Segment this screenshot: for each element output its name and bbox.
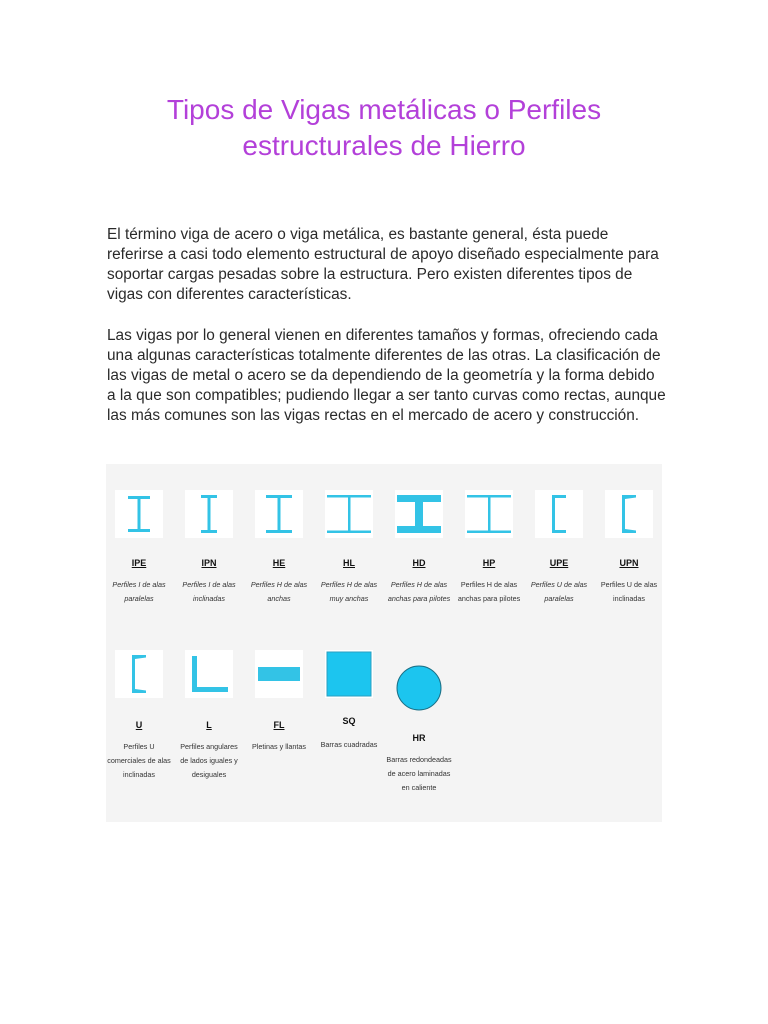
profile-description: Perfiles I de alas paralelas — [112, 580, 166, 603]
h-beam-heavy-icon — [395, 490, 443, 538]
i-beam-thin-icon — [185, 490, 233, 538]
flat-bar-icon — [255, 650, 303, 698]
profile-code: HP — [482, 558, 496, 568]
page-title — [0, 92, 768, 164]
profile-description: Perfiles U comerciales de alas inclinadas — [107, 742, 171, 779]
classification-paragraph: Las vigas por lo general vienen en diferentes tamaños y formas, ofreciendo cada una algunas características totalmente diferentes de las otras. La clasificación de las vigas de metal o acero se da dependiendo de la geometría y la forma debido a la que son compatibles; pudiendo llegar a ser tanto curvas como rectas, aunque las más comunes son las vigas rectas en el mercado de acero y construcción. — [107, 327, 666, 424]
profile-code: SQ — [342, 716, 356, 726]
profile-code: FL — [273, 720, 285, 730]
profile-code: UPN — [619, 558, 639, 568]
profile-description: Perfiles U de alas paralelas — [530, 580, 588, 603]
profile-description: Perfiles H de alas anchas para pilotes — [387, 580, 451, 603]
square-bar-icon — [325, 650, 373, 698]
profile-code: U — [135, 720, 143, 730]
profile-description: Perfiles U de alas inclinadas — [600, 580, 658, 603]
intro-paragraph: El término viga de acero o viga metálica, es bastante general, ésta puede referirse a casi todo elemento estructural de apoyo diseñado especialmente para soportar cargas pesadas sobre la estructura. Pero existen diferentes tipos de vigas con diferentes características. — [107, 226, 659, 303]
profile-description: Perfiles angulares de lados iguales y desiguales — [180, 742, 238, 779]
h-beam-pile-icon — [465, 490, 513, 538]
profile-description: Pletinas y llantas — [252, 742, 306, 751]
title-line-2: estructurales de Hierro — [242, 130, 526, 161]
h-beam-icon — [255, 490, 303, 538]
profile-description: Barras redondeadas de acero laminadas en caliente — [386, 755, 452, 792]
profile-code: UPE — [549, 558, 569, 568]
profile-code: IPN — [201, 558, 217, 568]
profile-code: HD — [412, 558, 426, 568]
profile-code: IPE — [131, 558, 147, 568]
u-channel-commercial-icon — [115, 650, 163, 698]
title-line-1: Tipos de Vigas metálicas o Perfiles — [166, 94, 602, 125]
u-channel-tapered-icon — [605, 490, 653, 538]
profile-description: Perfiles H de alas anchas para pilotes — [457, 580, 521, 603]
profile-description: Perfiles I de alas inclinadas — [182, 580, 236, 603]
profiles-figure — [106, 464, 662, 822]
i-beam-icon — [115, 490, 163, 538]
profile-code: HE — [272, 558, 286, 568]
profile-description: Perfiles H de alas muy anchas — [320, 580, 378, 603]
u-channel-icon — [535, 490, 583, 538]
profile-code: HL — [343, 558, 355, 568]
profile-code: HR — [412, 733, 426, 743]
profile-description: Barras cuadradas — [320, 740, 378, 749]
profile-description: Perfiles H de alas anchas — [250, 580, 308, 603]
profile-code: L — [206, 720, 212, 730]
h-beam-wide-icon — [325, 490, 373, 538]
angle-profile-icon — [185, 650, 233, 698]
round-bar-icon — [395, 664, 443, 712]
